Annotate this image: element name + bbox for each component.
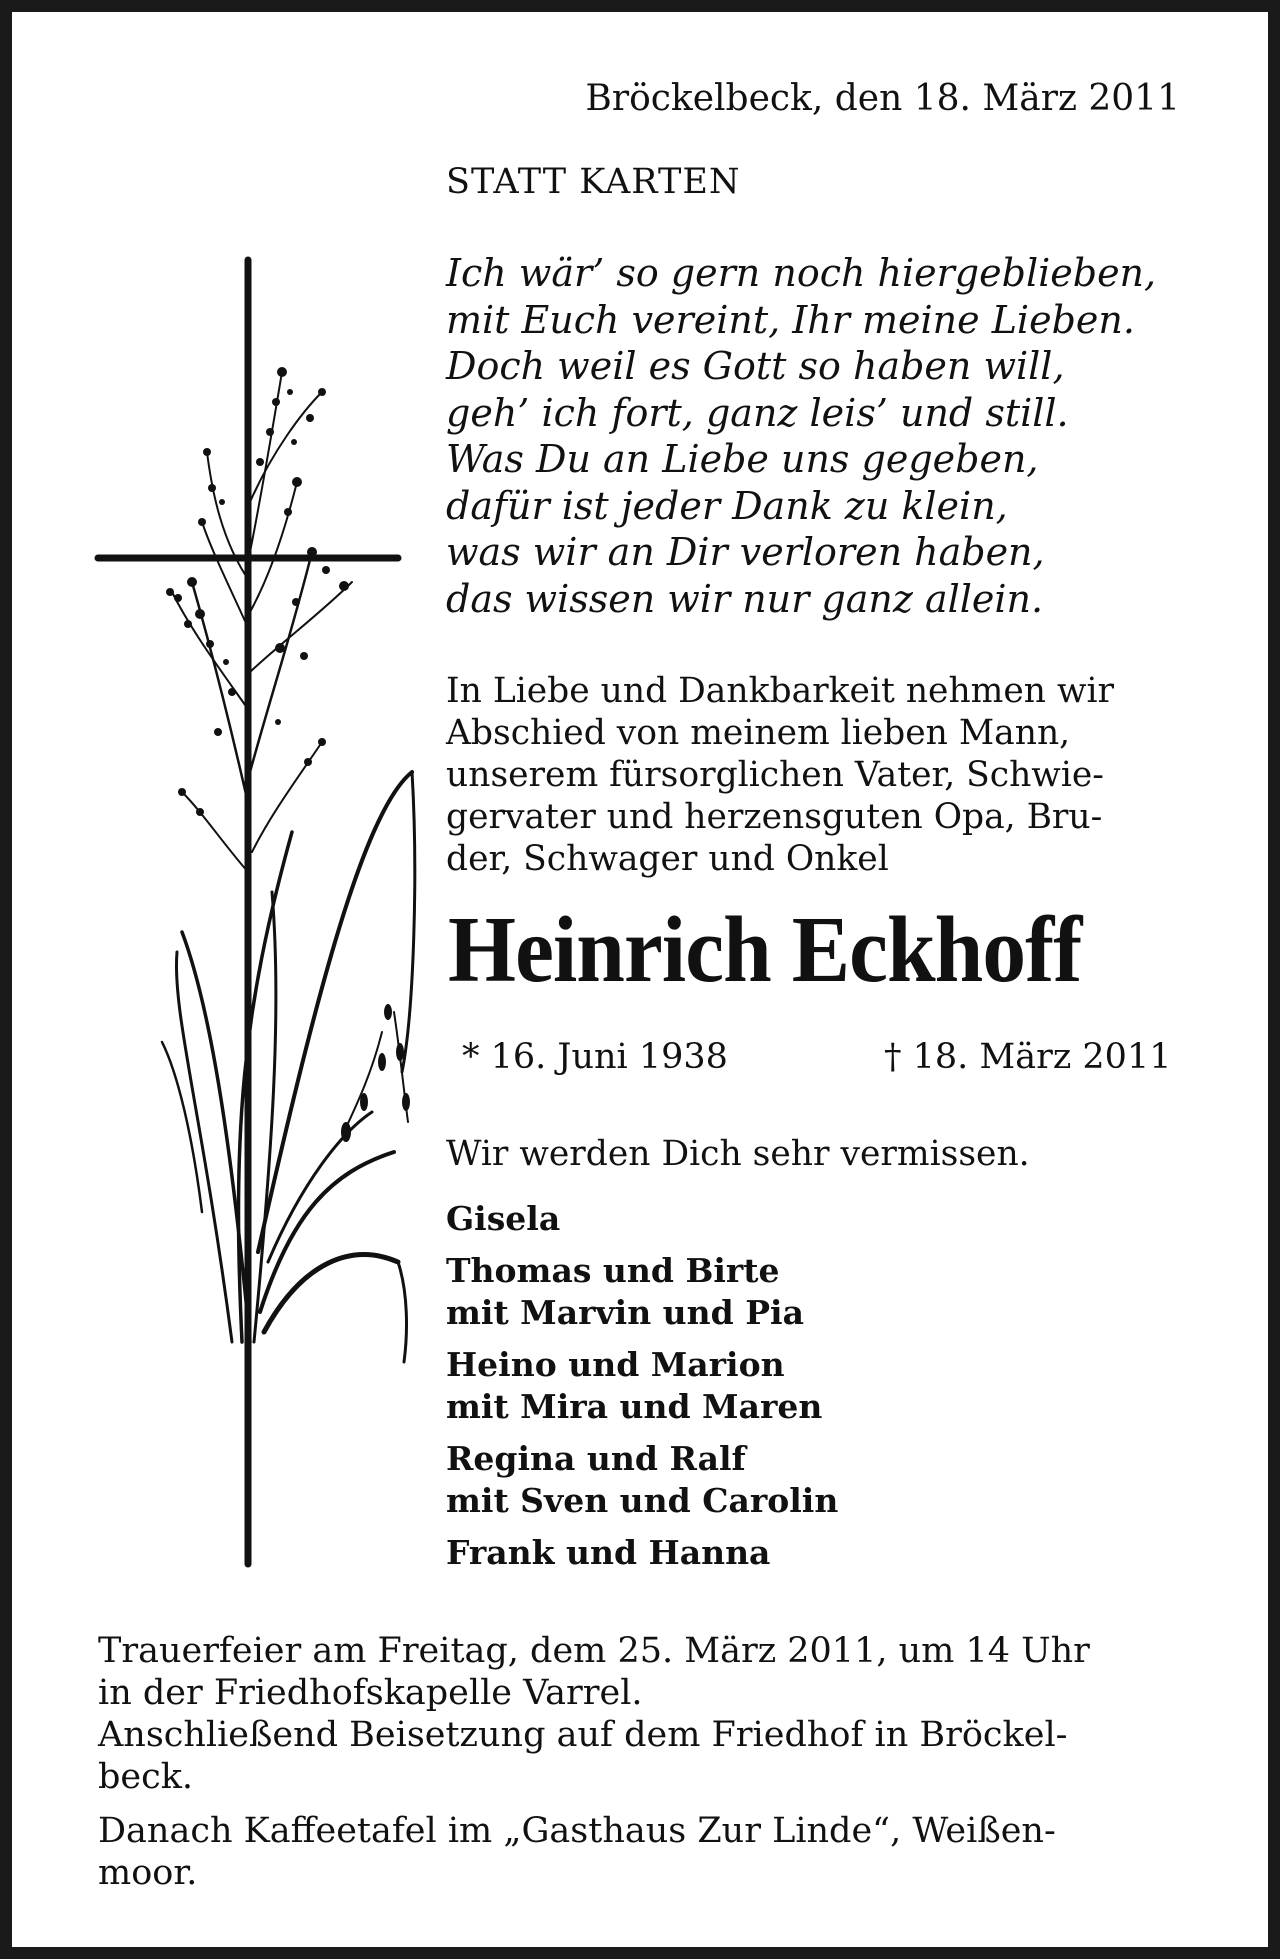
poem [446, 250, 1156, 622]
farewell-line: Abschied von meinem lieben Mann, [446, 713, 1071, 753]
service-line: beck. [98, 1757, 194, 1797]
poem-line: dafür ist jeder Dank zu klein, [446, 483, 1008, 528]
family-line: Frank und Hanna [446, 1533, 771, 1572]
service-line: Trauerfeier am Freitag, dem 25. März 2011, um 14 Uhr [98, 1631, 1090, 1671]
family-line: Heino und Marion [446, 1345, 785, 1384]
poem-line: geh’ ich fort, ganz leis’ und still. [446, 390, 1069, 435]
miss-line: Wir werden Dich sehr vermissen. [446, 1134, 1030, 1174]
family-line: Gisela [446, 1199, 561, 1238]
reception-line: Danach Kaffeetafel im „Gasthaus Zur Linde“, Weißen- [98, 1811, 1056, 1851]
farewell-text [446, 670, 1114, 880]
deceased-name: Heinrich Eckhoff [448, 898, 1082, 1002]
family-group [446, 1198, 838, 1240]
birth-date: * 16. Juni 1938 [462, 1037, 728, 1077]
family-line: Thomas und Birte [446, 1251, 780, 1290]
poem-line: Was Du an Liebe uns gegeben, [446, 437, 1039, 481]
family-line: mit Sven und Carolin [446, 1481, 839, 1520]
farewell-line: In Liebe und Dankbarkeit nehmen wir [446, 671, 1115, 711]
poem-line: Ich wär’ so gern noch hiergeblieben, [446, 251, 1157, 295]
statt-karten-label: STATT KARTEN [446, 162, 741, 202]
reception-line: moor. [98, 1853, 198, 1893]
poem-line: das wissen wir nur ganz allein. [446, 576, 1044, 621]
family-line: mit Marvin und Pia [446, 1293, 804, 1332]
family-line: mit Mira und Maren [446, 1387, 823, 1426]
family-list [446, 1198, 838, 1584]
farewell-line: gervater und herzensguten Opa, Bru- [446, 797, 1103, 837]
poem-line: was wir an Dir verloren haben, [446, 530, 1045, 574]
family-group [446, 1250, 838, 1334]
family-line: Regina und Ralf [446, 1439, 746, 1478]
death-date: † 18. März 2011 [884, 1037, 1172, 1077]
service-details [98, 1630, 1090, 1894]
poem-line: mit Euch vereint, Ihr meine Lieben. [446, 297, 1135, 342]
farewell-line: der, Schwager und Onkel [446, 839, 889, 879]
dateline: Bröckelbeck, den 18. März 2011 [585, 78, 1180, 119]
farewell-line: unserem fürsorglichen Vater, Schwie- [446, 755, 1104, 795]
service-line: Anschließend Beisetzung auf dem Friedhof in Bröckel- [98, 1715, 1068, 1755]
service-line: in der Friedhofskapelle Varrel. [98, 1673, 643, 1713]
poem-line: Doch weil es Gott so haben will, [446, 344, 1065, 388]
family-group [446, 1438, 838, 1522]
family-group [446, 1344, 838, 1428]
family-group [446, 1532, 838, 1574]
cross-with-grass-icon [82, 252, 422, 1572]
